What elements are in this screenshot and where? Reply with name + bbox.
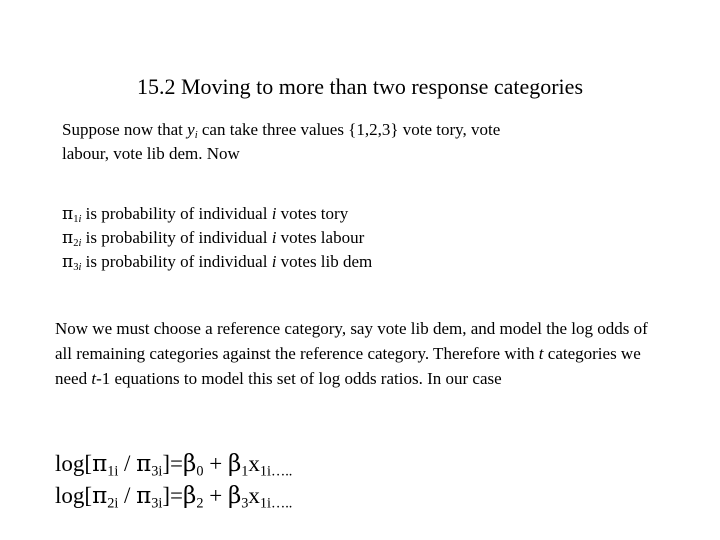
eq-pi-subscript: 2i	[107, 495, 119, 512]
definition-row-tory	[62, 202, 372, 226]
definition-variable: i	[271, 204, 277, 223]
intro-text-start: Suppose now that	[62, 120, 188, 139]
eq-x-subscript: 1i	[259, 495, 271, 512]
pi-subscript-variable: i	[78, 238, 82, 250]
definition-row-labour	[62, 226, 372, 250]
eq-x-subscript: 1i	[259, 463, 271, 480]
definition-variable: i	[271, 252, 277, 271]
eq-beta: β	[183, 451, 197, 477]
definition-text-end: votes lib dem	[276, 252, 373, 271]
definition-text: is probability of individual	[81, 204, 272, 223]
eq-close-bracket: ]=	[162, 483, 184, 508]
definition-row-lib-dem	[62, 250, 372, 274]
eq-pi: π	[92, 483, 108, 509]
paragraph-text-1: Now we must choose a reference category, say vote lib dem, and model the log odds of all remaining categories against the reference category. Therefore with	[55, 319, 648, 363]
eq-pi-subscript: 3i	[151, 495, 163, 512]
pi-subscript-number: 3	[73, 262, 79, 274]
pi-symbol: π	[62, 228, 74, 248]
eq-log: log[	[55, 483, 93, 508]
eq-beta: β	[183, 483, 197, 509]
eq-plus: +	[203, 483, 228, 508]
definition-text-end: votes labour	[276, 228, 365, 247]
reference-category-paragraph	[55, 316, 655, 391]
pi-subscript-variable: i	[78, 262, 82, 274]
eq-pi-subscript: 1i	[107, 463, 119, 480]
eq-beta-subscript: 0	[196, 463, 204, 480]
pi-subscript-number: 1	[73, 214, 79, 226]
equation-2	[55, 480, 292, 512]
eq-plus: +	[203, 451, 228, 476]
pi-symbol: π	[62, 252, 74, 272]
eq-pi: π	[92, 451, 108, 477]
eq-beta-subscript: 2	[196, 495, 204, 512]
intro-text-line2: labour, vote lib dem. Now	[62, 144, 240, 163]
eq-slash: /	[118, 451, 137, 476]
eq-beta: β	[227, 451, 242, 477]
eq-pi-subscript: 3i	[151, 463, 163, 480]
paragraph-text-2: categories we need	[55, 344, 641, 388]
eq-dots: …..	[270, 495, 293, 512]
intro-variable-y-subscript: i	[194, 130, 198, 142]
paragraph-text-3: -1 equations to model this set of log odds ratios. In our case	[96, 369, 502, 388]
eq-beta: β	[227, 483, 242, 509]
eq-log: log[	[55, 451, 93, 476]
eq-pi: π	[136, 483, 152, 509]
intro-text	[62, 118, 622, 166]
definition-variable: i	[271, 228, 277, 247]
slide-title: 15.2 Moving to more than two response categories	[136, 74, 583, 99]
eq-beta-subscript: 1	[241, 463, 249, 480]
pi-symbol: π	[62, 204, 74, 224]
paragraph-variable-t: t	[91, 369, 97, 388]
equation-1	[55, 448, 292, 480]
pi-subscript-number: 2	[73, 238, 79, 250]
definition-text: is probability of individual	[81, 252, 272, 271]
probability-definitions	[62, 202, 372, 274]
eq-pi: π	[136, 451, 152, 477]
equations	[55, 448, 292, 512]
eq-x: x	[248, 483, 260, 508]
eq-dots: …..	[270, 463, 293, 480]
definition-text-end: votes tory	[276, 204, 349, 223]
eq-close-bracket: ]=	[162, 451, 184, 476]
intro-text-end: can take three values {1,2,3} vote tory, vote	[197, 120, 501, 139]
definition-text: is probability of individual	[81, 228, 272, 247]
intro-variable-y: y	[187, 120, 195, 139]
pi-subscript-variable: i	[78, 214, 82, 226]
eq-beta-subscript: 3	[241, 495, 249, 512]
eq-x: x	[248, 451, 260, 476]
eq-slash: /	[118, 483, 137, 508]
paragraph-variable-t: t	[538, 344, 544, 363]
